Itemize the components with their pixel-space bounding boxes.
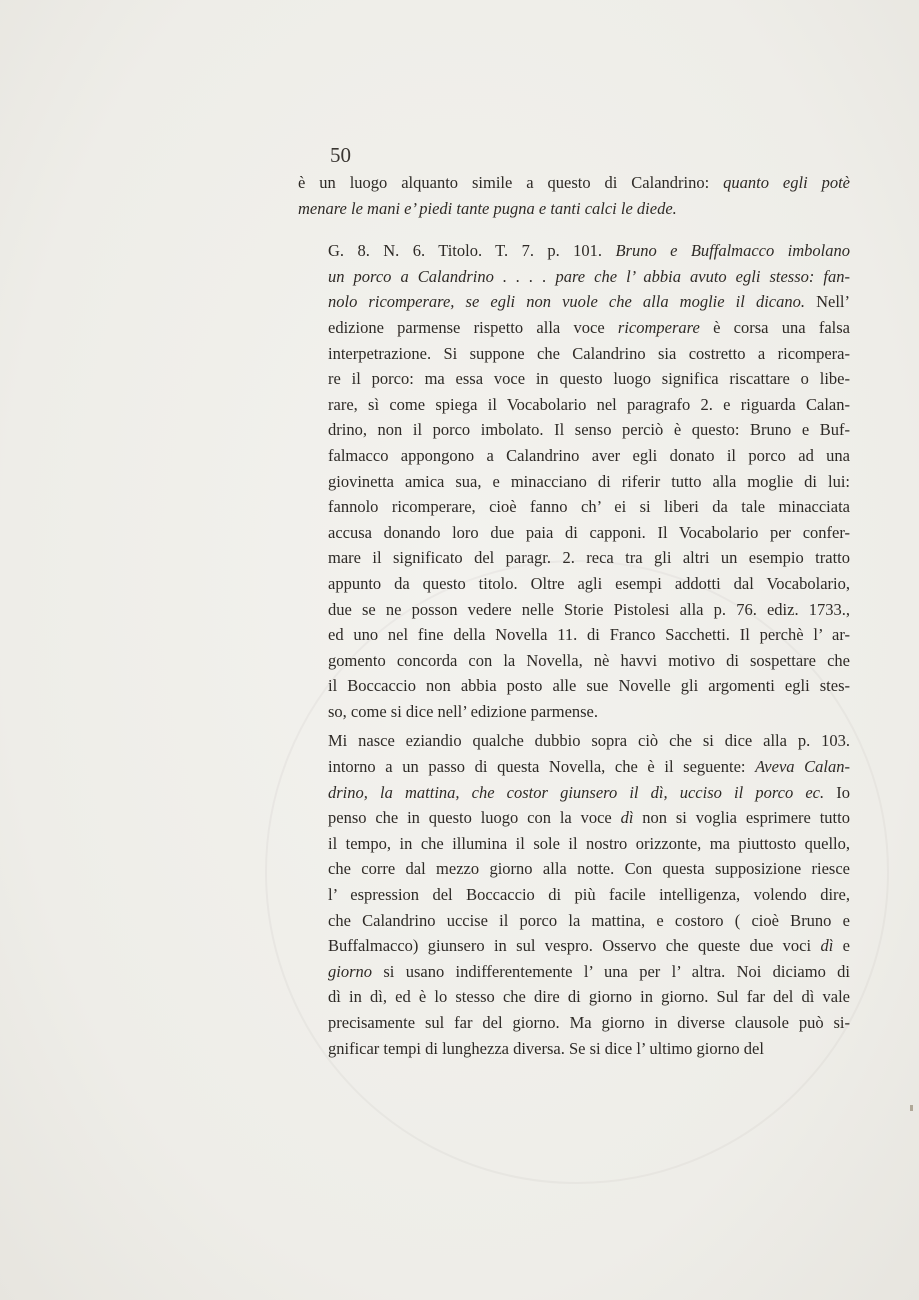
text-run: intorno a un passo di questa Novella, che è il seguente:: [328, 757, 756, 777]
text-line: [328, 469, 850, 495]
text-line: [328, 315, 850, 341]
text-run: rare, sì come spiega il Vocabolario nel paragrafo 2. e riguarda Calan-: [328, 394, 850, 414]
text-run: Buffalmacco) giunsero in sul vespro. Osservo che queste due voci: [328, 936, 821, 956]
text-line: [328, 933, 850, 959]
text-line: [328, 908, 850, 934]
text-run: si usano indifferentemente l’ una per l’ altra. Noi diciamo di: [372, 961, 850, 981]
italic-text-run: drino, la mattina, che costor giunsero il dì, ucciso il porco ec.: [328, 782, 825, 802]
text-run: il tempo, in che illumina il sole il nostro orizzonte, ma piuttosto quello,: [328, 833, 850, 853]
text-line: [328, 882, 850, 908]
text-line: [328, 1010, 850, 1036]
body-text: [298, 170, 850, 1061]
italic-text-run: dì: [620, 808, 634, 828]
italic-text-run: quanto egli potè: [723, 173, 850, 192]
text-line: [328, 959, 850, 985]
text-run: mare il significato del paragr. 2. reca tra gli altri un esempio tratto: [328, 548, 850, 568]
page-edge-mark: [910, 1105, 913, 1111]
text-line: [298, 196, 850, 222]
italic-text-run: menare le mani e’ piedi tante pugna e tanti calci le diede.: [298, 198, 677, 218]
italic-text-run: dì: [820, 936, 834, 956]
text-run: e: [833, 936, 850, 956]
text-run: G. 8. N. 6. Titolo. T. 7. p. 101.: [328, 241, 616, 261]
text-line: [328, 494, 850, 520]
text-line: [328, 289, 850, 315]
text-line: [328, 699, 850, 725]
italic-text-run: Bruno e Buffalmacco imbolano: [615, 241, 850, 261]
text-line: [328, 622, 850, 648]
text-run: interpetrazione. Si suppone che Calandrino sia costretto a ricompera-: [328, 343, 850, 363]
text-run: l’ espression del Boccaccio di più facile intelligenza, volendo dire,: [328, 885, 850, 905]
text-run: dì in dì, ed è lo stesso che dire di giorno in giorno. Sul far del dì vale: [328, 987, 850, 1007]
italic-text-run: Aveva Calan-: [755, 757, 850, 777]
text-run: penso che in questo luogo con la voce: [328, 808, 621, 828]
text-run: gnificar tempi di lunghezza diversa. Se si dice l’ ultimo giorno del: [328, 1038, 764, 1058]
text-run: giovinetta amica sua, e minacciano di riferir tutto alla moglie di lui:: [328, 471, 850, 491]
text-run: fannolo ricomperare, cioè fanno ch’ ei si liberi da tale minacciata: [328, 497, 850, 517]
text-run: accusa donando loro due paia di capponi. Il Vocabolario per confer-: [328, 522, 850, 542]
paragraph-giorno-note: [298, 728, 850, 1061]
text-run: ed uno nel fine della Novella 11. di Franco Sacchetti. Il perchè l’ ar-: [328, 625, 850, 645]
italic-text-run: un porco a Calandrino . . . . pare che l’ abbia avuto egli stesso: fan-: [328, 266, 850, 286]
text-run: che corre dal mezzo giorno alla notte. Con questa supposizione riesce: [328, 859, 850, 879]
text-line: [328, 984, 850, 1010]
text-run: drino, non il porco imbolato. Il senso perciò è questo: Bruno e Buf-: [328, 420, 850, 440]
text-line: [328, 805, 850, 831]
text-line: [328, 1036, 850, 1062]
paragraph-titolo-note: [298, 238, 850, 724]
text-line: [328, 831, 850, 857]
text-line: [328, 856, 850, 882]
text-line: [298, 170, 850, 196]
text-run: falmacco appongono a Calandrino aver egli donato il porco ad una: [328, 445, 850, 465]
text-line: [328, 417, 850, 443]
text-line: [328, 597, 850, 623]
italic-text-run: giorno: [328, 961, 373, 981]
text-run: due se ne posson vedere nelle Storie Pistolesi alla p. 76. ediz. 1733.,: [328, 599, 850, 619]
text-run: re il porco: ma essa voce in questo luogo significa riscattare o libe-: [328, 369, 850, 389]
text-line: [328, 545, 850, 571]
text-run: edizione parmense rispetto alla voce: [328, 317, 618, 337]
text-run: Nell’: [804, 292, 850, 312]
text-run: non si voglia esprimere tutto: [633, 808, 850, 828]
text-run: il Boccaccio non abbia posto alle sue Novelle gli argomenti egli stes-: [328, 676, 850, 696]
text-run: appunto da questo titolo. Oltre agli esempi addotti dal Vocabolario,: [328, 573, 850, 593]
paragraph-calandrino-quote: [298, 170, 850, 221]
text-run: so, come si dice nell’ edizione parmense.: [328, 701, 599, 721]
italic-text-run: nolo ricomperare, se egli non vuole che alla moglie il dicano.: [328, 292, 805, 312]
text-line: [328, 520, 850, 546]
text-run: Io: [824, 782, 850, 802]
text-line: [328, 366, 850, 392]
text-line: [328, 341, 850, 367]
text-line: [328, 571, 850, 597]
text-line: [328, 754, 850, 780]
text-line: [328, 238, 850, 264]
text-run: è un luogo alquanto simile a questo di Calandrino:: [298, 173, 724, 192]
text-run: che Calandrino uccise il porco la mattina, e costoro ( cioè Bruno e: [328, 910, 850, 930]
text-run: è corsa una falsa: [699, 317, 850, 337]
text-line: [328, 673, 850, 699]
text-line: [328, 443, 850, 469]
text-run: Mi nasce eziandio qualche dubbio sopra ciò che si dice alla p. 103.: [328, 731, 850, 751]
text-line: [328, 648, 850, 674]
text-line: [328, 264, 850, 290]
text-line: [328, 780, 850, 806]
text-run: gomento concorda con la Novella, nè havvi motivo di sospettare che: [328, 650, 850, 670]
text-line: [328, 728, 850, 754]
text-line: [328, 392, 850, 418]
text-run: precisamente sul far del giorno. Ma giorno in diverse clausole può si-: [328, 1013, 850, 1032]
italic-text-run: ricomperare: [617, 317, 700, 337]
page-number: 50: [330, 143, 351, 167]
